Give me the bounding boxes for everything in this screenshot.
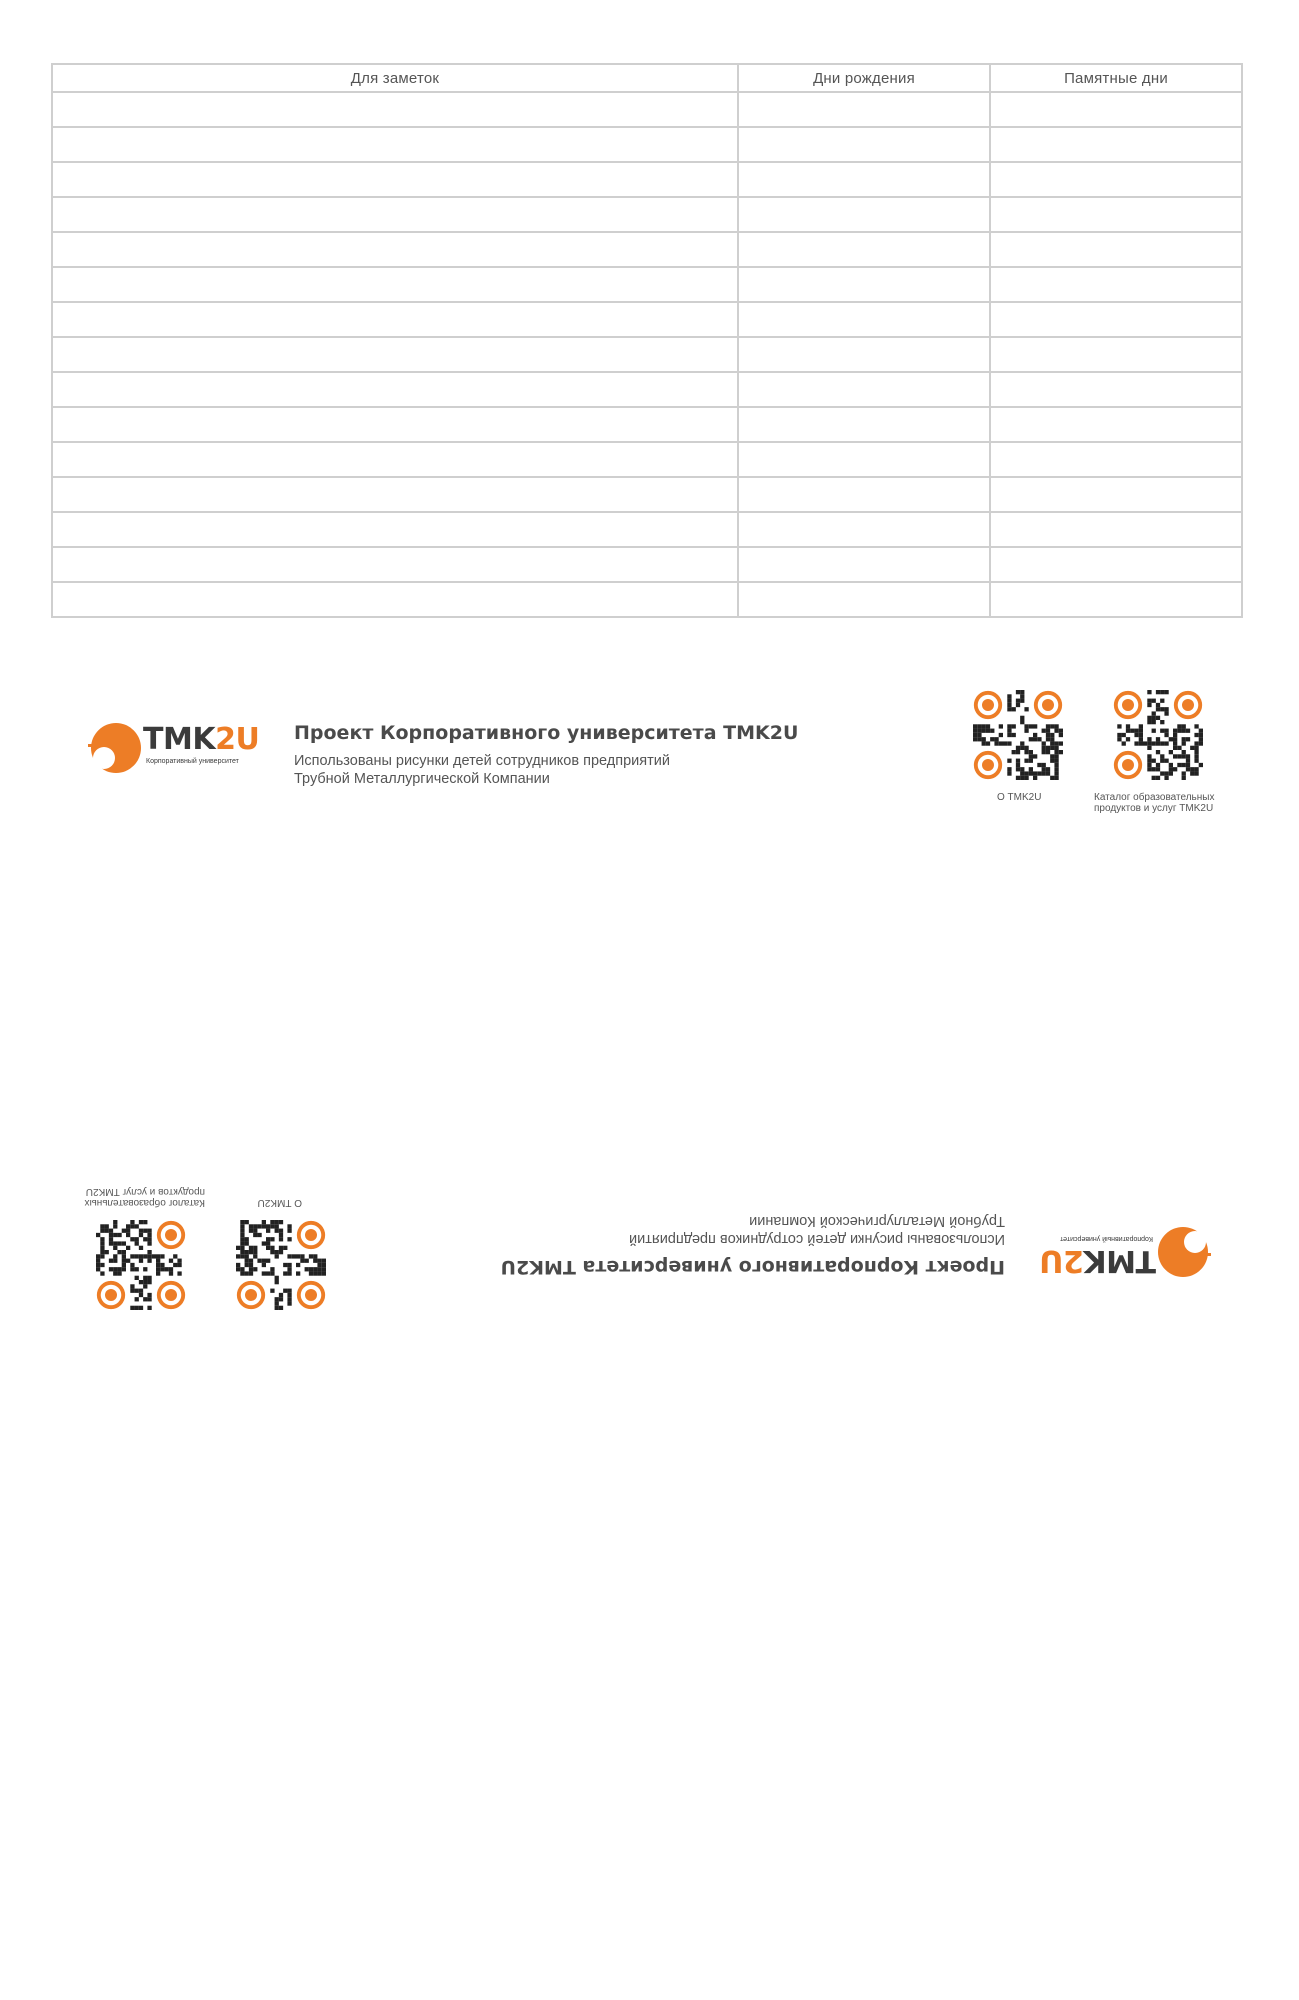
table-row	[52, 197, 1242, 232]
footer-text	[294, 722, 894, 788]
table-row	[52, 407, 1242, 442]
table-row	[52, 337, 1242, 372]
table-header-row	[52, 64, 1242, 92]
table-cell	[738, 407, 990, 442]
logo-circle-icon	[1155, 1224, 1211, 1280]
logo-accent: 2U	[1039, 1243, 1084, 1278]
table-row	[52, 162, 1242, 197]
table-cell	[52, 477, 738, 512]
table-cell	[738, 442, 990, 477]
table-cell	[990, 267, 1242, 302]
qr-code-icon	[236, 1220, 326, 1310]
footer-line-1: Использованы рисунки детей сотрудников предприятий	[294, 753, 670, 769]
footer-line-2: Трубной Металлургической Компании	[749, 1213, 1005, 1229]
table-cell	[990, 477, 1242, 512]
table-cell	[52, 372, 738, 407]
table-cell	[738, 302, 990, 337]
table-row	[52, 477, 1242, 512]
qr-code-catalog-rotated[interactable]	[96, 1220, 186, 1310]
table-cell	[990, 197, 1242, 232]
table-cell	[52, 302, 738, 337]
table-cell	[738, 162, 990, 197]
footer-line-1: Использованы рисунки детей сотрудников предприятий	[629, 1231, 1005, 1247]
table-cell	[52, 547, 738, 582]
table-cell	[738, 582, 990, 617]
table-cell	[738, 477, 990, 512]
table-cell	[52, 582, 738, 617]
tmk2u-logo-rotated	[1041, 1220, 1211, 1280]
table-cell	[738, 512, 990, 547]
footer-title: Проект Корпоративного университета TMK2U	[294, 722, 799, 744]
logo-accent: 2U	[215, 722, 260, 757]
header-notes: Для заметок	[52, 64, 738, 92]
qr-code-icon	[96, 1220, 186, 1310]
table-cell	[52, 197, 738, 232]
table-row	[52, 442, 1242, 477]
table-cell	[738, 337, 990, 372]
qr-caption-about: О TMK2U	[997, 792, 1042, 803]
table-row	[52, 547, 1242, 582]
table-cell	[52, 127, 738, 162]
qr-caption-about: О TMK2U	[257, 1197, 302, 1208]
qr-caption-catalog: Каталог образовательных продуктов и услуг TMK2U	[84, 1186, 205, 1208]
table-cell	[990, 337, 1242, 372]
table-row	[52, 127, 1242, 162]
table-cell	[990, 232, 1242, 267]
table-row	[52, 267, 1242, 302]
footer-rotated	[0, 1150, 1299, 1320]
table-cell	[52, 407, 738, 442]
table-cell	[738, 372, 990, 407]
table-cell	[52, 92, 738, 127]
table-cell	[738, 197, 990, 232]
table-cell	[738, 127, 990, 162]
table-body	[52, 92, 1242, 617]
table-cell	[52, 267, 738, 302]
table-cell	[738, 267, 990, 302]
table-cell	[990, 92, 1242, 127]
table-cell	[52, 232, 738, 267]
footer-text-rotated	[405, 1212, 1005, 1278]
table-row	[52, 232, 1242, 267]
table-cell	[990, 372, 1242, 407]
logo-text: TMK	[1083, 1243, 1156, 1278]
table-cell	[738, 92, 990, 127]
table-cell	[990, 582, 1242, 617]
table-row	[52, 582, 1242, 617]
logo-subtitle: Корпоративный университет	[146, 758, 239, 765]
table-row	[52, 372, 1242, 407]
table-row	[52, 92, 1242, 127]
table-cell	[52, 442, 738, 477]
table-cell	[738, 232, 990, 267]
tmk2u-logo	[88, 720, 258, 780]
footer-title: Проект Корпоративного университета TMK2U	[500, 1256, 1005, 1278]
qr-code-icon	[973, 690, 1063, 780]
logo-subtitle: Корпоративный университет	[1060, 1235, 1153, 1242]
header-birthdays: Дни рождения	[738, 64, 990, 92]
table-row	[52, 512, 1242, 547]
table-row	[52, 302, 1242, 337]
qr-code-about[interactable]	[973, 690, 1063, 780]
qr-code-about-rotated[interactable]	[236, 1220, 326, 1310]
table-cell	[990, 512, 1242, 547]
notes-table	[51, 63, 1243, 618]
header-memorable-days: Памятные дни	[990, 64, 1242, 92]
table-cell	[738, 547, 990, 582]
qr-caption-catalog: Каталог образовательных продуктов и услуг TMK2U	[1094, 792, 1215, 814]
table-cell	[990, 442, 1242, 477]
table-cell	[990, 547, 1242, 582]
logo-circle-icon	[88, 720, 144, 776]
logo-text: TMK	[143, 722, 216, 757]
table-cell	[990, 302, 1242, 337]
qr-code-icon	[1113, 690, 1203, 780]
table-cell	[52, 337, 738, 372]
table-cell	[52, 512, 738, 547]
footer-line-2: Трубной Металлургической Компании	[294, 771, 550, 787]
table-cell	[990, 407, 1242, 442]
table-cell	[52, 162, 738, 197]
table-cell	[990, 127, 1242, 162]
footer-upright	[0, 680, 1299, 850]
table-cell	[990, 162, 1242, 197]
qr-code-catalog[interactable]	[1113, 690, 1203, 780]
